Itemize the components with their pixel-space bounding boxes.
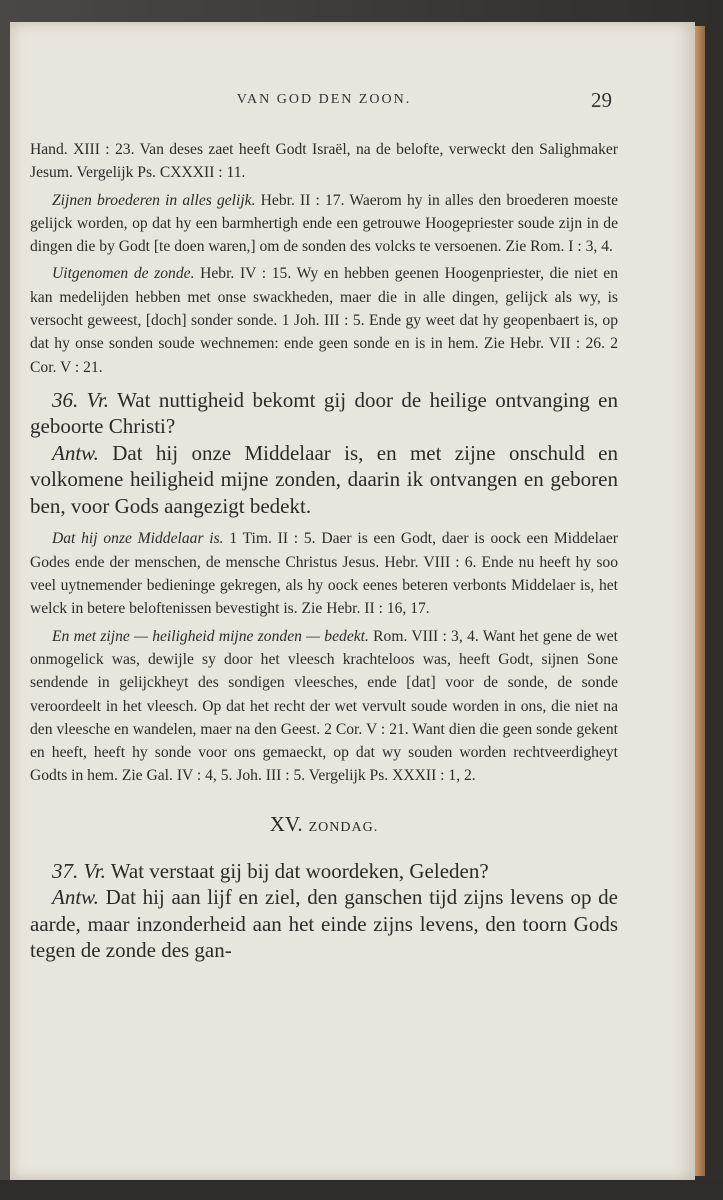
question-number: 36. Vr. — [52, 387, 110, 412]
paragraph-text: Hebr. II : 17. Waerom hy in alles den broederen moeste gelijck worden, op dat hy een barmhertigh ende een getrouwe Hoogepriester soude zijn in de dingen die by Godt [te doen waren,] om de sonden des volcks te versoenen. Zie Rom. I : 3, 4. — [30, 191, 618, 256]
paragraph-commentary — [30, 625, 618, 788]
answer-36 — [30, 440, 618, 520]
page-number: 29 — [591, 88, 612, 112]
answer-text: Dat hij aan lijf en ziel, den ganschen tijd zijns levens op de aarde, maar inzonderheid aan het einde zijns levens, den toorn Gods tegen de zonde des gan- — [30, 885, 618, 963]
scan-bottom-border — [0, 1180, 723, 1200]
paragraph-lead: Zijnen broederen in alles gelijk. — [52, 191, 256, 209]
page-header — [30, 88, 618, 114]
running-head: VAN GOD DEN ZOON. — [236, 92, 412, 107]
answer-lead: Antw. — [52, 885, 99, 910]
page-body — [30, 138, 618, 964]
paragraph-text: 1 Tim. II : 5. Daer is een Godt, daer is oock een Middelaer Godes ende der menschen, de mensche Christus Jesus. Hebr. VIII : 6. Ende nu heeft hy soo veel uytnemender bedieninge gekregen, als hy oock eenes beteren verbonts Middelaer is, het welck in betere beloftenissen bevestight is. Zie Hebr. II : 16, 17. — [30, 530, 618, 618]
section-numeral: XV. — [269, 811, 303, 836]
paragraph-commentary — [30, 262, 618, 378]
question-text: Wat verstaat gij bij dat woordeken, Geleden? — [110, 858, 489, 883]
paragraph-lead: En met zijne — heiligheid mijne zonden — bedekt. — [52, 627, 369, 645]
paragraph-lead: Dat hij onze Middelaar is. — [52, 530, 224, 548]
question-text: Wat nuttigheid bekomt gij door de heilige ontvanging en geboorte Christi? — [30, 387, 618, 439]
paragraph-citation — [30, 138, 618, 185]
paragraph-text: Hand. XIII : 23. Van deses zaet heeft Godt Israël, na de belofte, verweckt den Salighmaker Jesum. Vergelijk Ps. CXXXII : 11. — [30, 141, 618, 182]
paragraph-text: Hebr. IV : 15. Wy en hebben geenen Hoogenpriester, die niet en kan medelijden hebben met onse swackheden, maer die in alle dingen, gelijck als wy, is versocht geweest, [doch] sonder sonde. 1 Joh. III : 5. Ende gy weet dat hy geopenbaert is, op dat hy onse sonden soude wechnemen: ende geen sonde en is in hem. Zie Hebr. VII : 26. 2 Cor. V : 21. — [30, 265, 619, 376]
answer-37 — [30, 884, 618, 964]
paragraph-lead: Uitgenomen de zonde. — [52, 265, 195, 283]
section-word: ZONDAG. — [308, 819, 379, 835]
section-heading — [30, 810, 618, 842]
paragraph-commentary — [30, 189, 618, 259]
paragraph-text: Rom. VIII : 3, 4. Want het gene de wet onmogelick was, dewijle sy door het vleesch krachteloos was, heeft Godt, sijnen Sone sendende in gelijckheyt des sondigen vleesches, ende [dat] voor de sonde, de sonde veroordeelt in het vleesch. Op dat het recht der wet vervult soude worden in ons, die niet na den vleesche en wandelen, maer na den Geest. 2 Cor. V : 21. Want dien die geen sonde gekent en heeft, heeft hy sonde voor ons gemaeckt, op dat wy souden worden rechtveerdigheyt Godts in hem. Zie Gal. IV : 4, 5. Joh. III : 5. Vergelijk Ps. XXXII : 1, 2. — [30, 627, 618, 785]
question-36 — [30, 387, 618, 440]
paragraph-commentary — [30, 527, 618, 620]
answer-lead: Antw. — [52, 440, 99, 465]
question-37 — [30, 858, 618, 885]
question-number: 37. Vr. — [52, 858, 106, 883]
answer-text: Dat hij onze Middelaar is, en met zijne onschuld en volkomene heiligheid mijne zonden, daarin ik ontvangen en geboren ben, voor Gods aangezigt bedekt. — [30, 440, 618, 518]
